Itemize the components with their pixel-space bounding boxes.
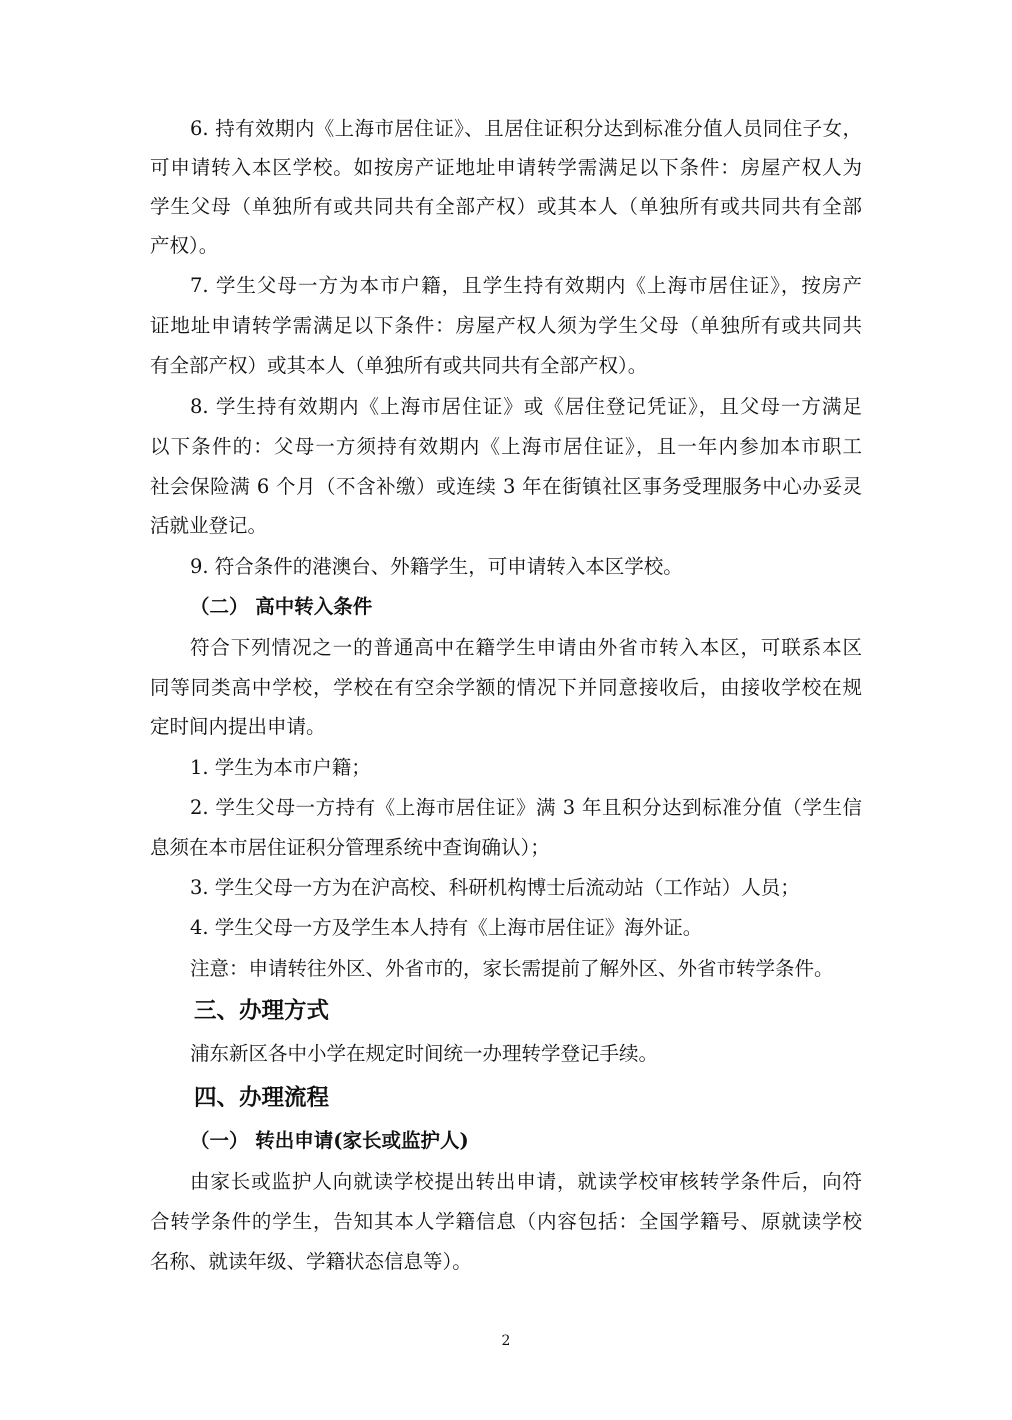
paragraph-line: 浦东新区各中小学在规定时间统一办理转学登记手续。 [190, 1042, 659, 1065]
paragraph-line: 合转学条件的学生，告知其本人学籍信息（内容包括：全国学籍号、原就读学校 [150, 1210, 862, 1233]
paragraph-line: 6. 持有效期内《上海市居住证》、且居住证积分达到标准分值人员同住子女， [190, 117, 862, 140]
paragraph-line: 可申请转入本区学校。如按房产证地址申请转学需满足以下条件：房屋产权人为 [150, 156, 862, 179]
list-item: 1. 学生为本市户籍； [190, 756, 371, 779]
heading-process: 四、办理流程 [194, 1085, 330, 1111]
paragraph-line: 符合下列情况之一的普通高中在籍学生申请由外省市转入本区，可联系本区 [190, 636, 862, 659]
paragraph-line: 9. 符合条件的港澳台、外籍学生，可申请转入本区学校。 [190, 555, 683, 578]
list-item: 息须在本市居住证积分管理系统中查询确认）； [150, 836, 550, 859]
list-item: 3. 学生父母一方为在沪高校、科研机构博士后流动站（工作站）人员； [190, 876, 800, 899]
paragraph-line: 8. 学生持有效期内《上海市居住证》或《居住登记凭证》，且父母一方满足 [190, 395, 862, 418]
paragraph-line: 7. 学生父母一方为本市户籍，且学生持有效期内《上海市居住证》，按房产 [190, 274, 862, 297]
list-item: 4. 学生父母一方及学生本人持有《上海市居住证》海外证。 [190, 916, 703, 939]
note-text: 注意：申请转往外区、外省市的，家长需提前了解外区、外省市转学条件。 [190, 957, 834, 980]
list-item: 2. 学生父母一方持有《上海市居住证》满 3 年且积分达到标准分值（学生信 [190, 796, 862, 819]
page-number: 2 [501, 1333, 511, 1349]
paragraph-line: 同等同类高中学校，学校在有空余学额的情况下并同意接收后，由接收学校在规 [150, 676, 862, 699]
subheading-transfer-out: （一） 转出申请(家长或监护人) [190, 1129, 469, 1152]
heading-method: 三、办理方式 [194, 998, 330, 1024]
paragraph-line: 有全部产权）或其本人（单独所有或共同共有全部产权）。 [150, 354, 648, 377]
paragraph-line: 以下条件的：父母一方须持有效期内《上海市居住证》，且一年内参加本市职工 [150, 435, 862, 458]
paragraph-line: 产权）。 [150, 234, 219, 257]
paragraph-line: 证地址申请转学需满足以下条件：房屋产权人须为学生父母（单独所有或共同共 [150, 314, 862, 337]
paragraph-line: 社会保险满 6 个月（不含补缴）或连续 3 年在街镇社区事务受理服务中心办妥灵 [150, 475, 862, 498]
paragraph-line: 定时间内提出申请。 [150, 715, 326, 738]
paragraph-line: 学生父母（单独所有或共同共有全部产权）或其本人（单独所有或共同共有全部 [150, 195, 862, 218]
section-heading-high-school: （二） 高中转入条件 [190, 595, 373, 618]
paragraph-line: 由家长或监护人向就读学校提出转出申请，就读学校审核转学条件后，向符 [190, 1170, 862, 1193]
paragraph-line: 活就业登记。 [150, 514, 268, 537]
paragraph-line: 名称、就读年级、学籍状态信息等）。 [150, 1250, 472, 1273]
